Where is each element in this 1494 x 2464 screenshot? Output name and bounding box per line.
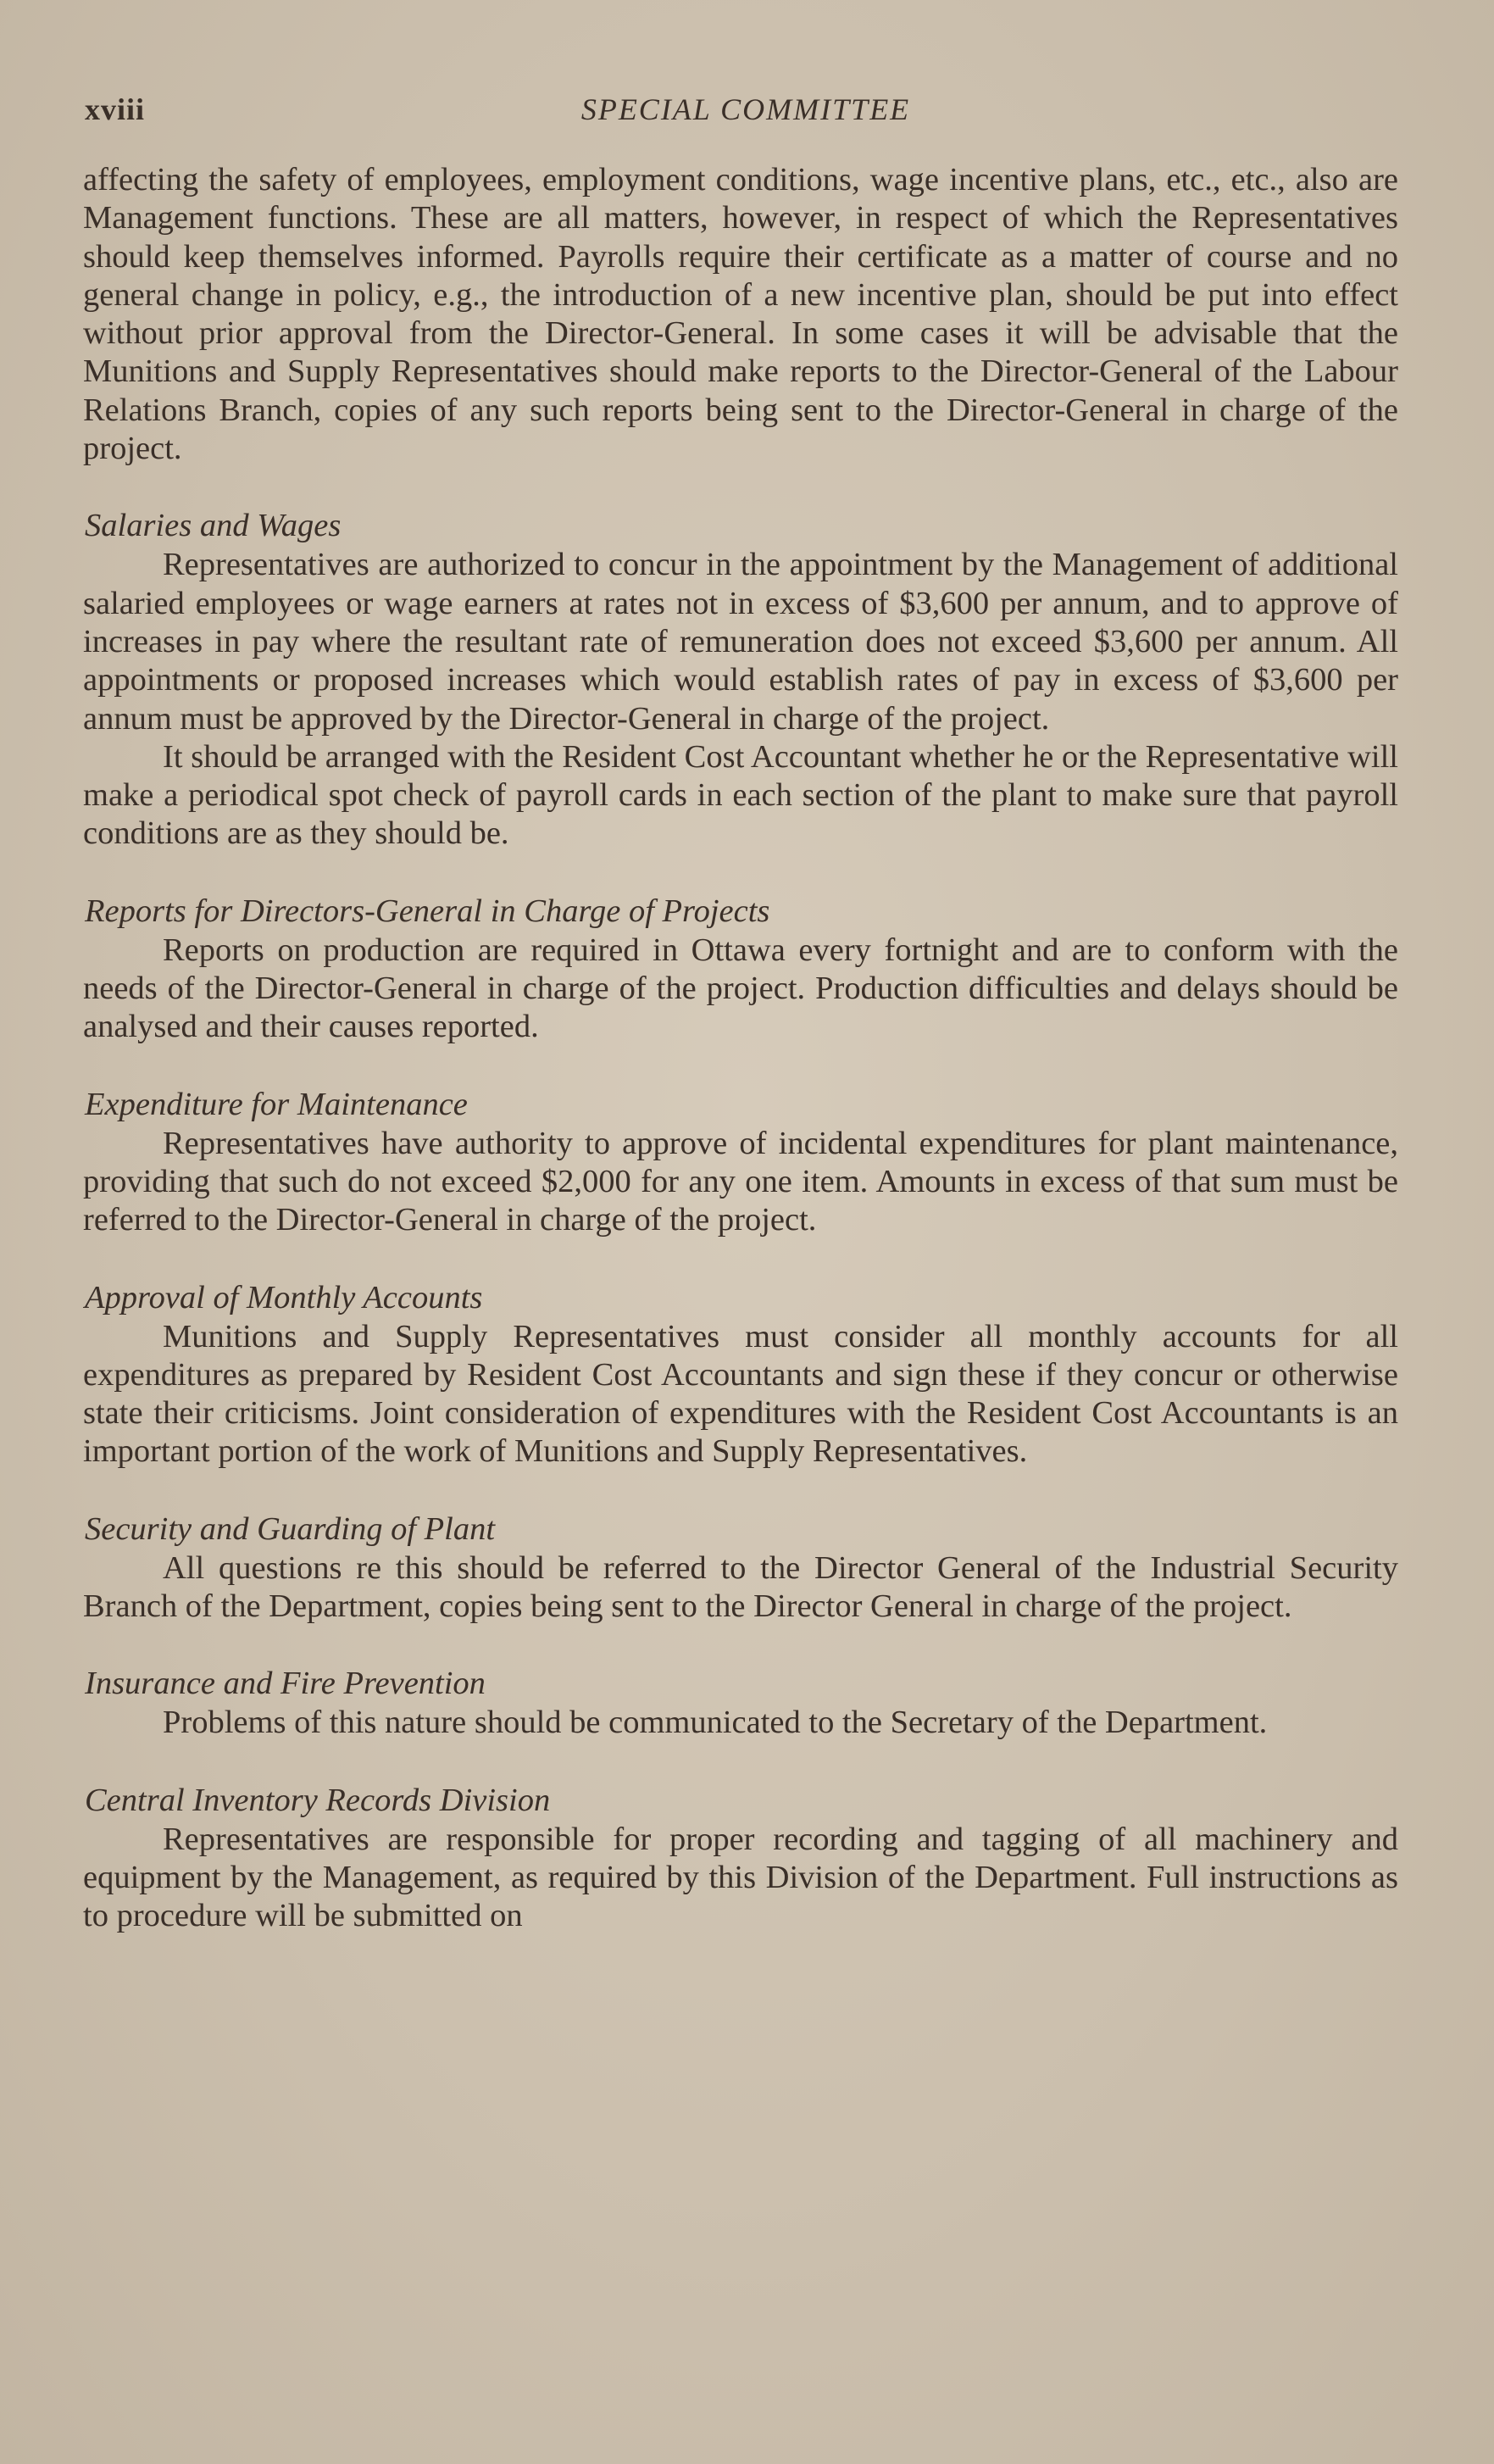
section-paragraph: Reports on production are required in Ottawa every fortnight and are to conform with the needs of the Director-General in charge of the project. Production difficulties and delays should be analysed and their causes reported. — [83, 932, 1398, 1045]
section-security-and-guarding — [83, 1509, 1398, 1627]
running-head — [85, 92, 1407, 136]
section-approval-of-monthly-accounts — [83, 1277, 1398, 1471]
section-salaries-and-wages — [83, 505, 1398, 853]
section-heading: Insurance and Fire Prevention — [85, 1666, 486, 1702]
section-paragraph: Munitions and Supply Representatives must consider all monthly accounts for all expenditures as prepared by Resident Cost Accountants and sign these if they concur or otherwise state their criticisms. Joint consideration of expenditures with the Resident Cost Accountants is an important portion of the work of Munitions and Supply Representatives. — [83, 1318, 1398, 1470]
section-heading: Security and Guarding of Plant — [85, 1510, 496, 1547]
section-paragraph: Problems of this nature should be communicated to the Secretary of the Department. — [163, 1705, 1268, 1741]
intro-paragraph: affecting the safety of employees, employment conditions, wage incentive plans, etc., etc., also are Management functions. These are all matters, however, in respect of which the Representatives should keep themselves informed. Payrolls require their certificate as a matter of course and no general change in policy, e.g., the introduction of a new incentive plan, should be put into effect without prior approval from the Director-General. In some cases it will be advisable that the Munitions and Supply Representatives should make reports to the Director-General of the Labour Relations Branch, copies of any such reports being sent to the Director-General in charge of the project. — [83, 162, 1398, 467]
page-number: xviii — [85, 92, 146, 126]
section-paragraph: All questions re this should be referred to the Director General of the Industrial Security Branch of the Department, copies being sent to the Director General in charge of the project. — [83, 1549, 1398, 1625]
section-heading: Central Inventory Records Division — [85, 1782, 551, 1818]
section-heading: Approval of Monthly Accounts — [85, 1279, 483, 1315]
section-reports-for-directors-general — [83, 891, 1398, 1047]
section-heading: Expenditure for Maintenance — [85, 1086, 468, 1122]
section-paragraph: Representatives have authority to approve of incidental expenditures for plant maintenance, providing that such do not exceed $2,000 for any one item. Amounts in excess of that sum must be referred to the Director-General in charge of the project. — [83, 1125, 1398, 1238]
section-paragraph: It should be arranged with the Resident Cost Accountant whether he or the Representative will make a periodical spot check of payroll cards in each section of the plant to make sure that payroll conditions are as they should be. — [83, 738, 1398, 852]
running-title: SPECIAL COMMITTEE — [580, 92, 911, 126]
section-insurance-and-fire-prevention — [83, 1663, 1398, 1742]
section-heading: Salaries and Wages — [85, 508, 342, 544]
section-heading: Reports for Directors-General in Charge of Projects — [85, 893, 770, 929]
section-central-inventory-records — [83, 1780, 1398, 1936]
body-text — [83, 161, 1398, 1936]
section-paragraph: Representatives are authorized to concur in the appointment by the Management of additional salaried employees or wage earners at rates not in excess of $3,600 per annum, and to approve of increases in pay where the resultant rate of remuneration does not exceed $3,600 per annum. All appointments or proposed increases which would establish rates of pay in excess of $3,600 per annum must be approved by the Director-General in charge of the project. — [83, 547, 1398, 737]
section-paragraph: Representatives are responsible for proper recording and tagging of all machinery and equipment by the Management, as required by this Division of the Department. Full instructions as to procedure will be submitted on — [83, 1821, 1398, 1934]
section-expenditure-for-maintenance — [83, 1084, 1398, 1240]
